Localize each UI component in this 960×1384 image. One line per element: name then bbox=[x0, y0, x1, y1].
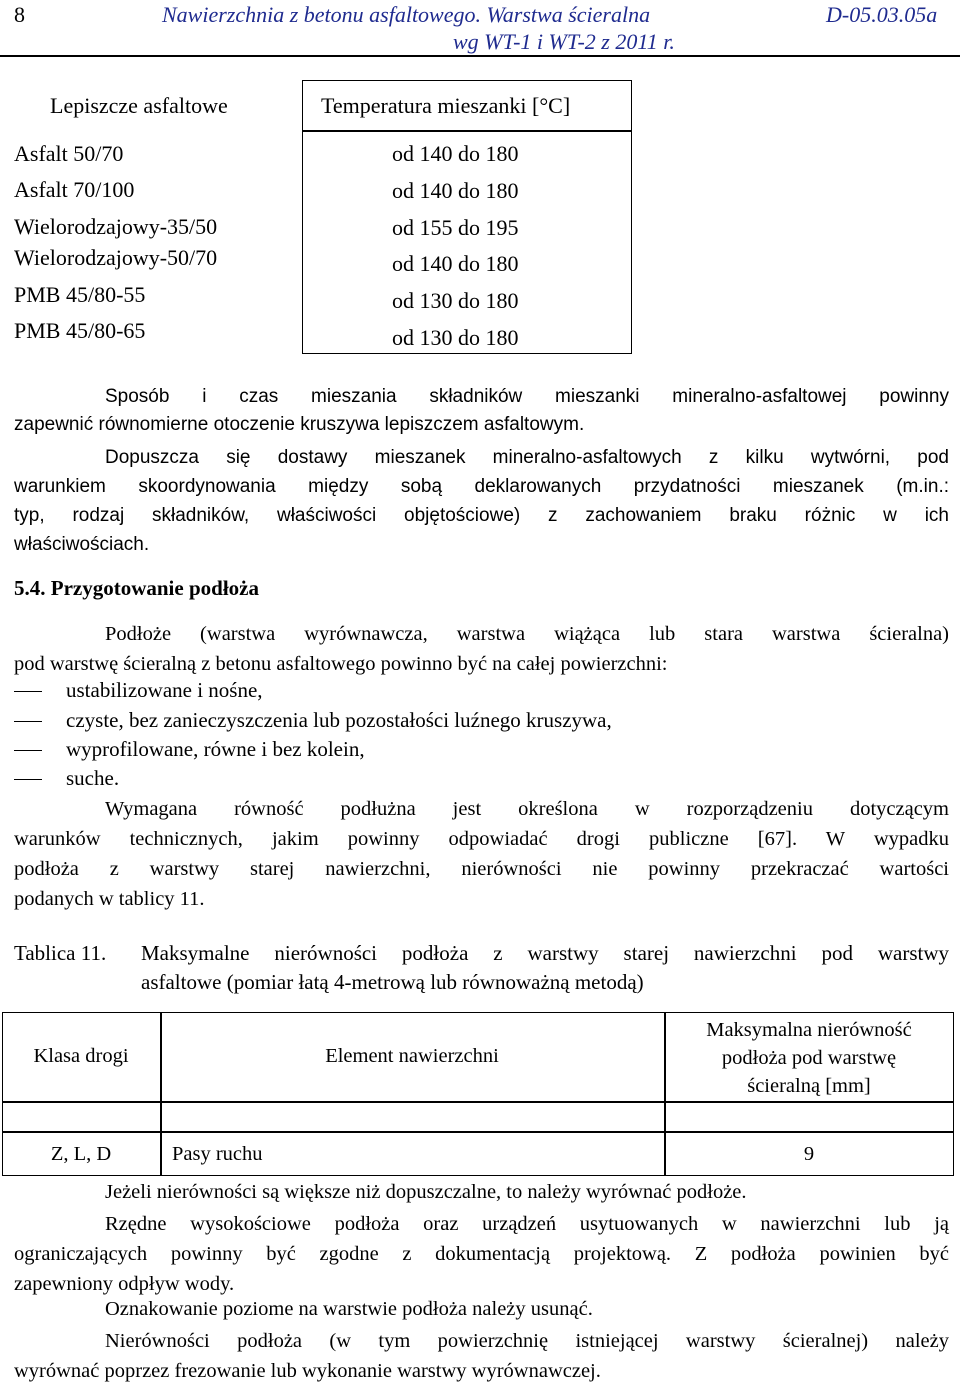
table11-cell-value: 9 bbox=[803, 1143, 815, 1165]
paragraph-line: Wymagana równość podłużna jest określona w rozporządzeniu dotyczącym bbox=[105, 798, 949, 820]
list-item-text: ustabilizowane i nośne, bbox=[66, 678, 263, 702]
list-item-text: wyprofilowane, równe i bez kolein, bbox=[66, 737, 365, 761]
paragraph-line: warunków technicznych, jakim powinny odpowiadać drogi publiczne [67]. W wypadku bbox=[14, 828, 949, 850]
binder-cell: Asfalt 70/100 bbox=[14, 177, 135, 202]
temperature-cell: od 130 do 180 bbox=[392, 325, 519, 350]
temperature-cell: od 155 do 195 bbox=[392, 215, 519, 240]
dash-bullet bbox=[14, 691, 42, 692]
paragraph-line: Sposób i czas mieszania składników mieszanki mineralno-asfaltowej powinny bbox=[105, 386, 949, 407]
temperature-column-header: Temperatura mieszanki [°C] bbox=[321, 93, 571, 118]
header-rule bbox=[0, 55, 960, 57]
paragraph-markings: Oznakowanie poziome na warstwie podłoża należy usunąć. bbox=[105, 1298, 593, 1320]
paragraph-multiple-plants bbox=[14, 443, 949, 559]
paragraph-line: Rzędne wysokościowe podłoża oraz urządzeń usytuowanych w nawierzchni lub ją bbox=[105, 1213, 949, 1235]
paragraph-line: Dopuszcza się dostawy mieszanek mineralno-asfaltowych z kilku wytwórni, pod bbox=[105, 447, 949, 468]
table11-cell-element: Pasy ruchu bbox=[172, 1143, 263, 1165]
paragraph-substrate bbox=[14, 619, 949, 679]
table11-rule bbox=[2, 1101, 954, 1103]
list-item-text: suche. bbox=[66, 766, 120, 790]
header-title-line2: wg WT-1 i WT-2 z 2011 r. bbox=[453, 29, 675, 54]
paragraph-levels bbox=[14, 1209, 949, 1299]
binder-cell: Wielorodzajowy-50/70 bbox=[14, 245, 218, 270]
paragraph-line: właściwościach. bbox=[14, 534, 150, 555]
dash-bullet bbox=[14, 721, 42, 722]
section-heading: 5.4. Przygotowanie podłoża bbox=[14, 576, 259, 600]
temperature-cell: od 140 do 180 bbox=[392, 178, 519, 203]
list-item-text: czyste, bez zanieczyszczenia lub pozostałości luźnego kruszywa, bbox=[66, 708, 612, 732]
table11-rule bbox=[2, 1131, 954, 1133]
paragraph-line: podłoża z warstwy starej nawierzchni, nierówności nie powinny przekraczać wartości bbox=[14, 858, 949, 880]
table-caption-line: Maksymalne nierówności podłoża z warstwy starej nawierzchni pod warstwy bbox=[141, 941, 949, 965]
paragraph-milling bbox=[14, 1326, 949, 1384]
paragraph-line: podanych w tablicy 11. bbox=[14, 888, 205, 910]
paragraph-mixing bbox=[14, 383, 949, 439]
paragraph-line: warunkiem skoordynowania między sobą deklarowanych przydatności mieszanek (m.in.: bbox=[14, 476, 949, 497]
paragraph-line: ograniczających powinny być zgodne z dokumentacją projektową. Z podłoża powinien być bbox=[14, 1243, 949, 1265]
table-caption-line: asfaltowe (pomiar łatą 4-metrową lub równoważną metodą) bbox=[141, 970, 644, 994]
list-item bbox=[14, 678, 263, 703]
paragraph-line: zapewnić równomierne otoczenie kruszywa lepiszczem asfaltowym. bbox=[14, 414, 585, 435]
binder-cell: Asfalt 50/70 bbox=[14, 141, 124, 166]
paragraph-line: pod warstwę ścieralną z betonu asfaltowego powinno być na całej powierzchni: bbox=[14, 653, 668, 675]
list-item bbox=[14, 708, 612, 733]
header-line: podłoża pod warstwę bbox=[721, 1047, 897, 1069]
binder-cell: PMB 45/80-55 bbox=[14, 282, 146, 307]
page-number: 8 bbox=[14, 2, 25, 27]
paragraph-line: typ, rodzaj składników, właściwości objętościowe) z zachowaniem braku różnic w ich bbox=[14, 505, 949, 526]
paragraph-line: zapewniony odpływ wody. bbox=[14, 1273, 235, 1295]
binder-column-header: Lepiszcze asfaltowe bbox=[50, 93, 228, 118]
temperature-table-header-rule bbox=[302, 130, 632, 132]
table11-cell-class: Z, L, D bbox=[50, 1143, 112, 1165]
dash-bullet bbox=[14, 779, 42, 780]
header-line: ścieralną [mm] bbox=[747, 1075, 871, 1097]
binder-cell: PMB 45/80-65 bbox=[14, 318, 146, 343]
binder-cell: Wielorodzajowy-35/50 bbox=[14, 214, 218, 239]
temperature-cell: od 140 do 180 bbox=[392, 141, 519, 166]
header-title: Nawierzchnia z betonu asfaltowego. Warstwa ścieralna bbox=[162, 2, 651, 27]
dash-bullet bbox=[14, 750, 42, 751]
list-item bbox=[14, 737, 365, 762]
list-item bbox=[14, 766, 119, 791]
table11-header-class: Klasa drogi bbox=[33, 1045, 129, 1067]
paragraph-line: Podłoże (warstwa wyrównawcza, warstwa wiążąca lub stara warstwa ścieralna) bbox=[105, 623, 949, 645]
table11-divider bbox=[160, 1012, 162, 1176]
table11-header-max bbox=[664, 1016, 954, 1100]
paragraph-unevenness: Jeżeli nierówności są większe niż dopuszczalne, to należy wyrównać podłoże. bbox=[105, 1181, 747, 1203]
table-caption-label: Tablica 11. bbox=[14, 941, 107, 965]
document-code: D-05.03.05a bbox=[826, 2, 938, 27]
paragraph-line: Nierówności podłoża (w tym powierzchnię istniejącej warstwy ścieralnej) należy bbox=[105, 1330, 949, 1352]
table11-header-element: Element nawierzchni bbox=[325, 1045, 499, 1067]
temperature-cell: od 140 do 180 bbox=[392, 251, 519, 276]
temperature-cell: od 130 do 180 bbox=[392, 288, 519, 313]
paragraph-line: wyrównać poprzez frezowanie lub wykonanie warstwy wyrównawczej. bbox=[14, 1360, 601, 1382]
paragraph-evenness bbox=[14, 794, 949, 914]
header-line: Maksymalna nierówność bbox=[706, 1019, 912, 1041]
